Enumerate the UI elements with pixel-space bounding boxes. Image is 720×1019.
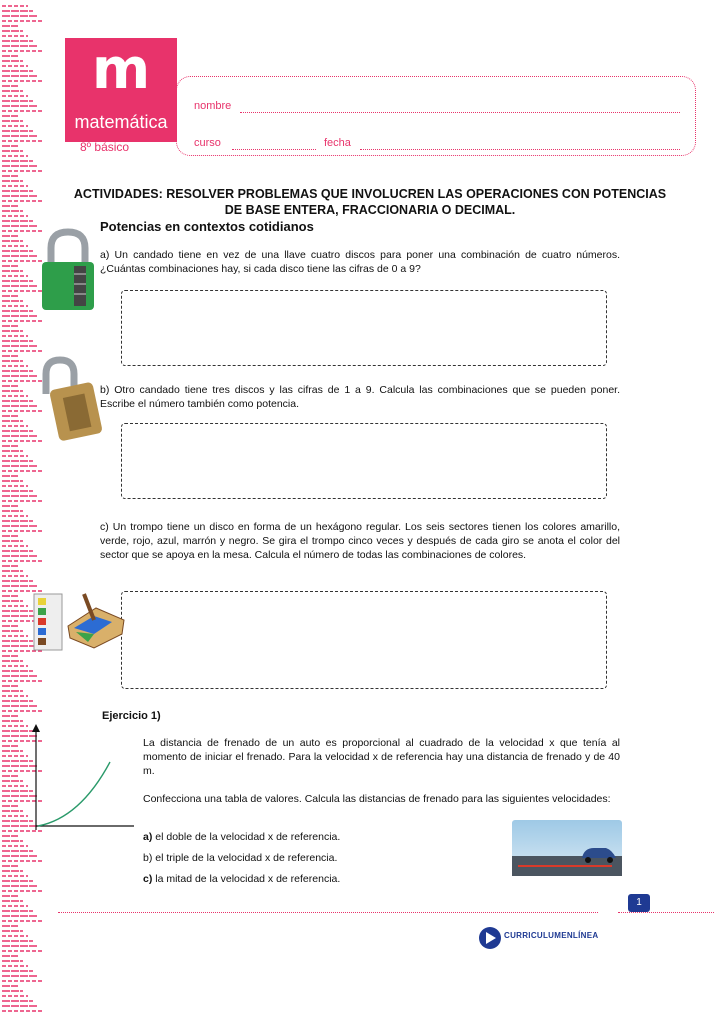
footer-brand: CURRICULUMENLÍNEA: [504, 931, 599, 940]
exercise-item-a: [143, 830, 503, 844]
page-title: [50, 186, 690, 218]
left-decorative-strip: [0, 0, 58, 1019]
student-info-form: [176, 76, 696, 156]
question-b-letter: b): [100, 384, 110, 396]
title-line-1: ACTIVIDADES: RESOLVER PROBLEMAS QUE INVOLUCREN LAS OPERACIONES CON POTENCIAS: [73, 187, 667, 201]
answer-box-b[interactable]: [121, 423, 607, 499]
date-label: fecha: [324, 137, 351, 149]
exercise-item-a-text: el doble de la velocidad x de referencia.: [155, 831, 341, 843]
logo: [65, 38, 177, 142]
logo-letter: m: [91, 37, 151, 102]
braking-distance-graph: [10, 722, 136, 834]
logo-word: matemática: [74, 112, 168, 132]
answer-box-c[interactable]: [121, 591, 607, 689]
course-label: curso: [194, 137, 221, 149]
exercise-paragraph-2: Confecciona una tabla de valores. Calcula las distancias de frenado para las siguientes velocidades:: [143, 793, 611, 805]
question-b: [100, 383, 620, 411]
gold-combination-lock-image: [34, 356, 104, 444]
title-line-2: DE BASE ENTERA, FRACCIONARIA O DECIMAL.: [224, 203, 516, 217]
car-braking-image: [512, 820, 622, 876]
page-number: 1: [628, 894, 650, 912]
name-field[interactable]: [240, 112, 680, 113]
date-field[interactable]: [360, 149, 680, 150]
question-a: [100, 248, 620, 276]
exercise-item-b-letter: b): [143, 852, 153, 864]
answer-box-a[interactable]: [121, 290, 607, 366]
exercise-item-c-letter: c): [143, 873, 153, 885]
exercise-item-c: [143, 872, 503, 886]
exercise-item-b-text: el triple de la velocidad x de referencia.: [155, 852, 338, 864]
exercise-item-a-letter: a): [143, 831, 153, 843]
curriculum-logo-icon: [478, 926, 502, 950]
section-subtitle: Potencias en contextos cotidianos: [100, 219, 314, 234]
question-c-letter: c): [100, 521, 109, 533]
question-a-text: Un candado tiene en vez de una llave cuatro discos para poner una combinación de cuatro números. ¿Cuántas combinaciones hay, si cada disco tiene las cifras de 0 a 9?: [100, 249, 620, 275]
exercise-title: Ejercicio 1): [102, 710, 161, 722]
exercise-item-c-text: la mitad de la velocidad x de referencia.: [155, 873, 341, 885]
question-c-text: Un trompo tiene un disco en forma de un hexágono regular. Los seis sectores tienen los colores amarillo, verde, rojo, azul, marrón y negro. Se gira el trompo cinco veces y después de cada giro se anota el color del sector que se apoya en la mesa. Calcula el número de todas las combinaciones de colores.: [100, 521, 621, 561]
question-c: [100, 520, 620, 562]
grade-label: 8º básico: [80, 140, 130, 154]
question-b-text: Otro candado tiene tres discos y las cifras de 1 a 9. Calcula las combinaciones que se pueden poner. Escribe el número también como potencia.: [100, 384, 620, 410]
question-a-letter: a): [100, 249, 110, 261]
footer-line-right: [618, 912, 714, 913]
exercise-item-b: [143, 851, 503, 865]
footer-line: [58, 912, 598, 913]
course-field[interactable]: [232, 149, 316, 150]
exercise-paragraph-1: La distancia de frenado de un auto es proporcional al cuadrado de la velocidad x que tenía al momento de iniciar el frenado. Para la velocidad x de referencia hay una distancia de frenado y de 40 m.: [143, 737, 620, 777]
green-combination-lock-image: [36, 228, 106, 314]
name-label: nombre: [194, 100, 232, 112]
spinning-top-image: [32, 590, 130, 660]
